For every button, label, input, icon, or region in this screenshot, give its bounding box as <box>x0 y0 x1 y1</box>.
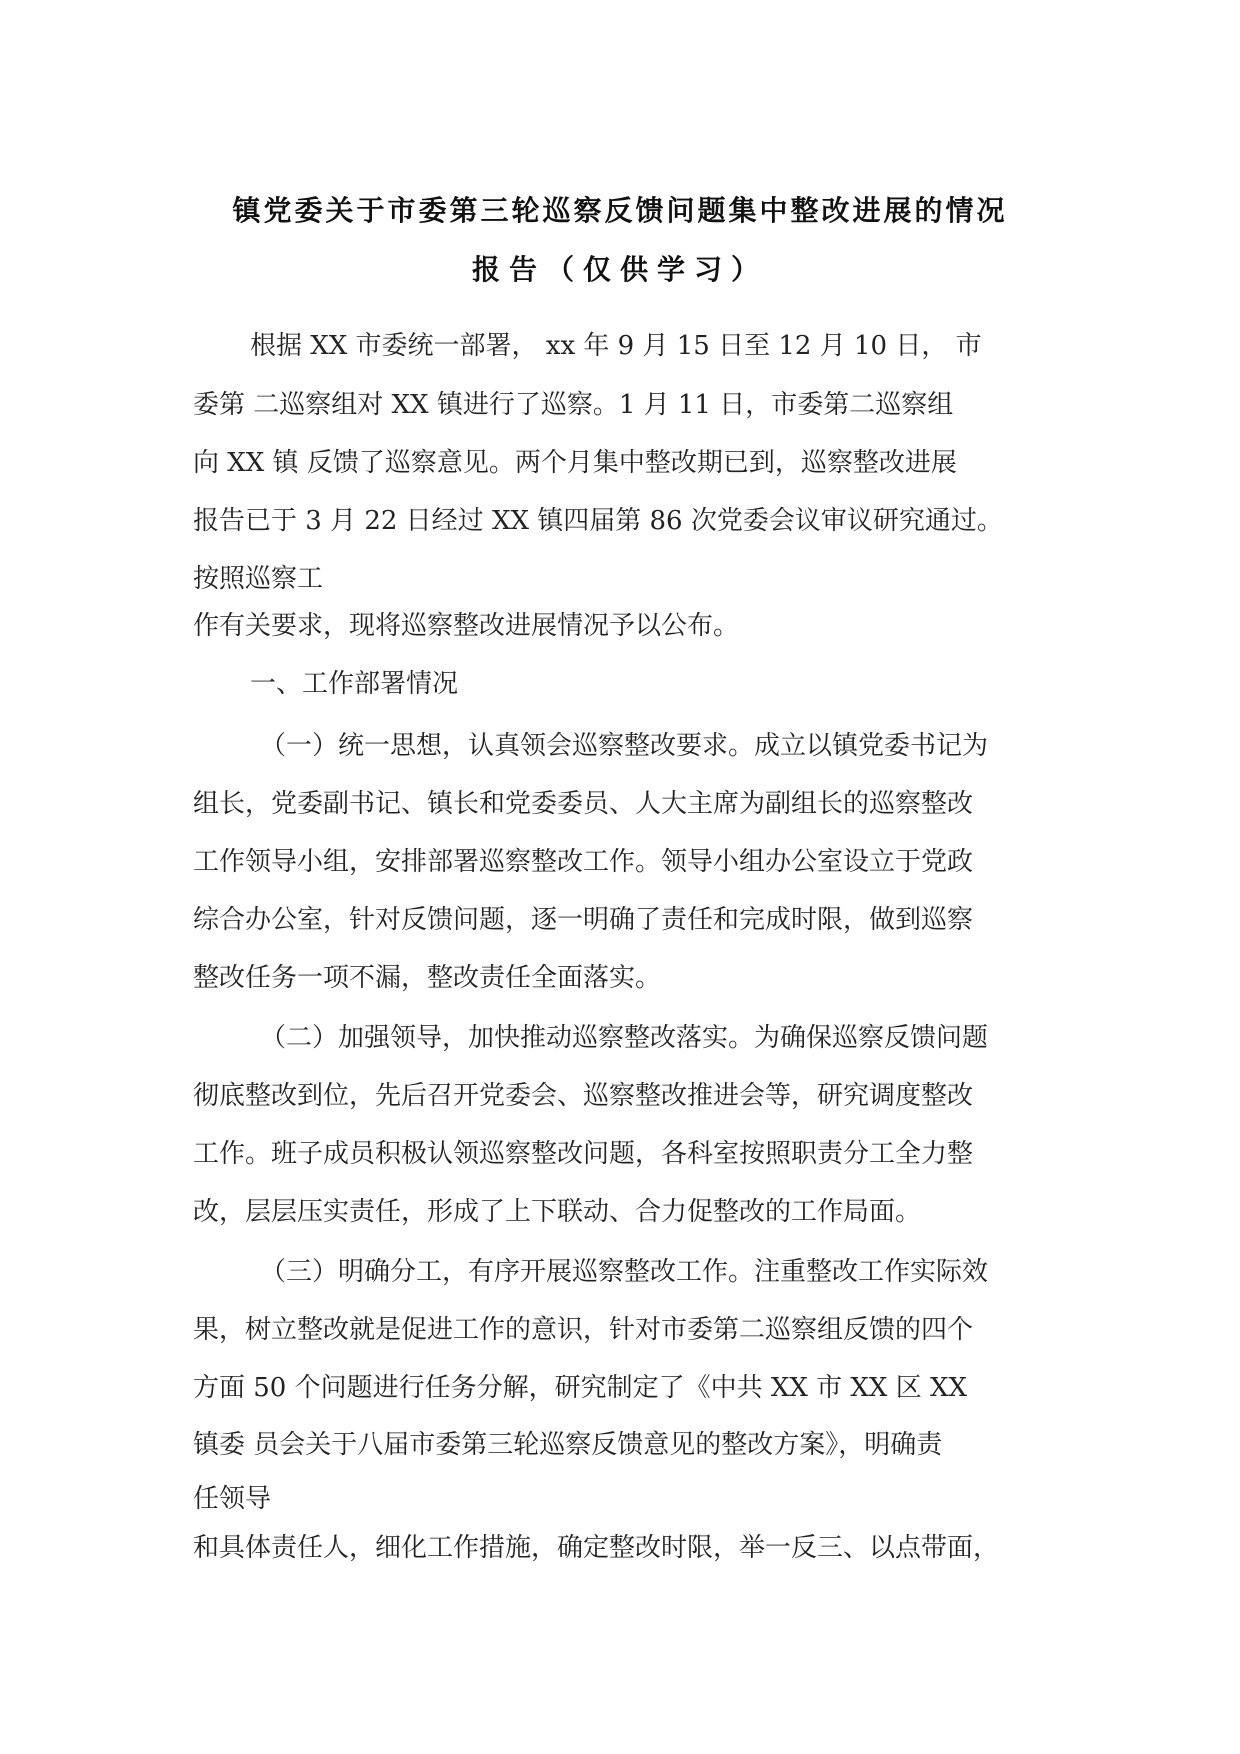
body-line: 果，树立整改就是促进工作的意识，针对市委第二巡察组反馈的四个 <box>193 1315 974 1345</box>
body-line: 彻底整改到位，先后召开党委会、巡察整改推进会等，研究调度整改 <box>193 1081 974 1111</box>
document-title-line-2: 报告（仅供学习） <box>471 253 768 286</box>
body-line: 和具体责任人，细化工作措施，确定整改时限，举一反三、以点带面， <box>193 1533 1000 1563</box>
body-line: （二）加强领导，加快推动巡察整改落实。为确保巡察反馈问题 <box>260 1023 989 1053</box>
body-line: （一）统一思想，认真领会巡察整改要求。成立以镇党委书记为 <box>260 731 989 761</box>
body-line: 作有关要求，现将巡察整改进展情况予以公布。 <box>193 611 740 641</box>
body-line: 向 XX 镇 反馈了巡察意见。两个月集中整改期已到，巡察整改进展 <box>193 448 957 478</box>
document-title-line-1: 镇党委关于市委第三轮巡察反馈问题集中整改进展的情况 <box>232 194 1008 227</box>
body-line: 报告已于 3 月 22 日经过 XX 镇四届第 86 次党委会议审议研究通过。 <box>193 506 1003 536</box>
body-line: 工作。班子成员积极认领巡察整改问题，各科室按照职责分工全力整 <box>193 1139 974 1169</box>
body-line: 整改任务一项不漏，整改责任全面落实。 <box>193 963 662 993</box>
body-line: 工作领导小组，安排部署巡察整改工作。领导小组办公室设立于党政 <box>193 847 974 877</box>
body-line: 改，层层压实责任，形成了上下联动、合力促整改的工作局面。 <box>193 1197 922 1227</box>
body-line: 按照巡察工 <box>193 564 324 594</box>
body-line: 镇委 员会关于八届市委第三轮巡察反馈意见的整改方案》，明确责 <box>193 1430 943 1460</box>
body-line: 委第 二巡察组对 XX 镇进行了巡察。1 月 11 日，市委第二巡察组 <box>193 390 954 420</box>
section-heading: 一、工作部署情况 <box>250 669 459 699</box>
body-line: 方面 50 个问题进行任务分解，研究制定了《中共 XX 市 XX 区 XX <box>193 1373 967 1403</box>
body-line: 根据 XX 市委统一部署， xx 年 9 月 15 日至 12 月 10 日， 市 <box>250 331 982 361</box>
body-line: （三）明确分工，有序开展巡察整改工作。注重整改工作实际效 <box>260 1257 989 1287</box>
body-line: 任领导 <box>193 1484 272 1514</box>
body-line: 组长，党委副书记、镇长和党委委员、人大主席为副组长的巡察整改 <box>193 789 974 819</box>
body-line: 综合办公室，针对反馈问题，逐一明确了责任和完成时限，做到巡察 <box>193 905 974 935</box>
